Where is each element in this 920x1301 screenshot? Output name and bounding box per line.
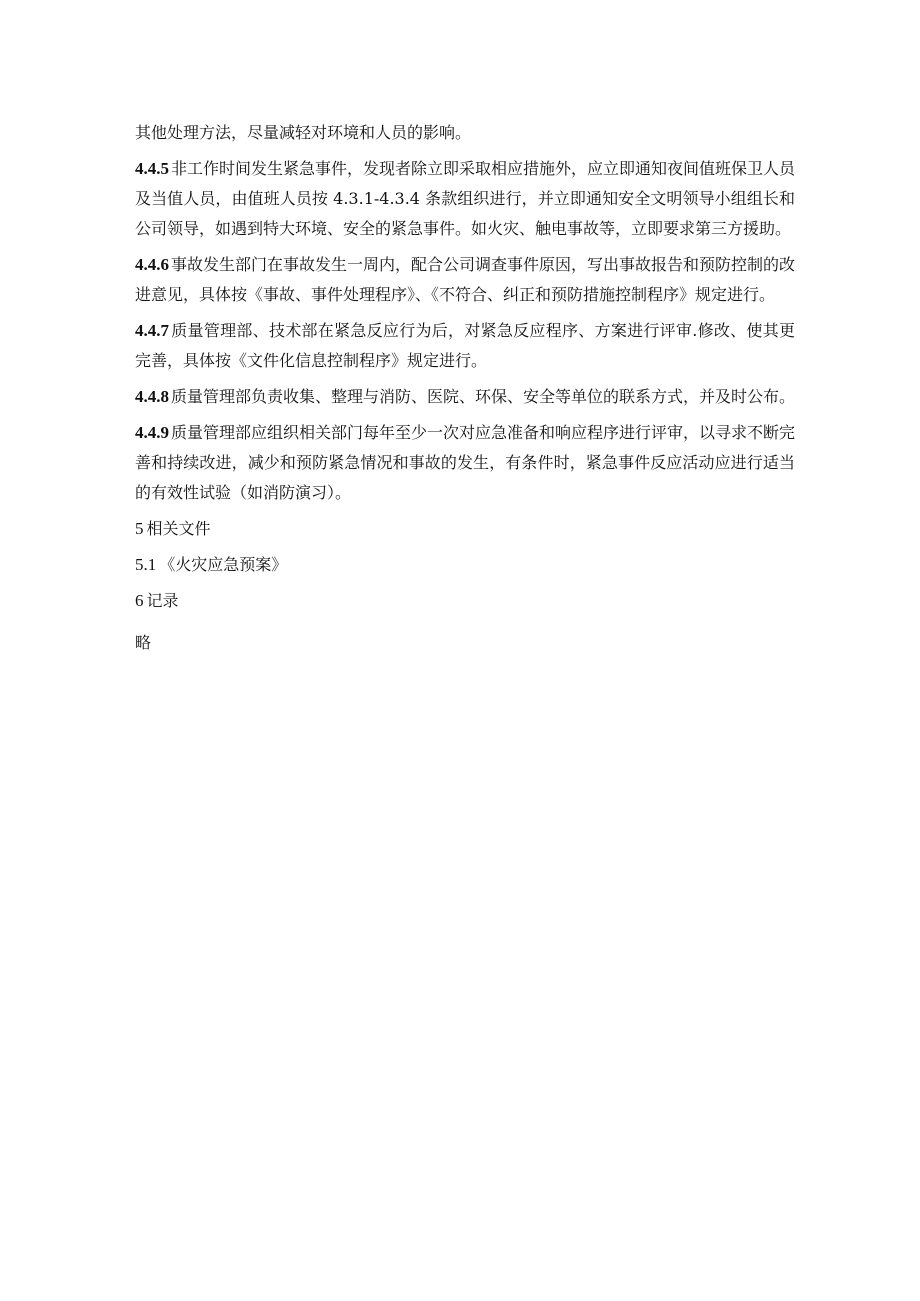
document-page bbox=[135, 118, 795, 658]
section-heading-related-documents bbox=[135, 514, 795, 544]
clause-number: 4.4.8 bbox=[135, 387, 169, 406]
paragraph-text: 非工作时间发生紧急事件，发现者除立即采取相应措施外，应立即通知夜间值班保卫人员及当值人员，由值班人员按 4.3.1-4.3.4 条款组织进行，并立即通知安全文明领导小组组长和公司领导，如遇到特大环境、安全的紧急事件。如火灾、触电事故等，立即要求第三方援助。 bbox=[135, 159, 796, 238]
section-number: 5 bbox=[135, 519, 144, 538]
section-title: 《火灾应急预案》 bbox=[159, 555, 288, 574]
clause-number: 4.4.5 bbox=[135, 159, 169, 178]
section-heading-fire-plan bbox=[135, 550, 795, 580]
records-note: 略 bbox=[135, 633, 152, 652]
section-number: 6 bbox=[135, 591, 144, 610]
section-heading-records bbox=[135, 586, 795, 616]
paragraph-intro bbox=[135, 118, 795, 148]
paragraph-text: 质量管理部应组织相关部门每年至少一次对应急准备和响应程序进行评审，以寻求不断完善和持续改进，减少和预防紧急情况和事故的发生，有条件时，紧急事件反应活动应进行适当的有效性试验（如消防演习）。 bbox=[135, 423, 796, 502]
paragraph-text: 质量管理部负责收集、整理与消防、医院、环保、安全等单位的联系方式，并及时公布。 bbox=[171, 387, 796, 406]
paragraph-4-4-8 bbox=[135, 382, 795, 412]
paragraph-4-4-6 bbox=[135, 250, 795, 310]
clause-number: 4.4.9 bbox=[135, 423, 169, 442]
clause-number: 4.4.6 bbox=[135, 255, 169, 274]
paragraph-4-4-7 bbox=[135, 316, 795, 376]
paragraph-4-4-9 bbox=[135, 418, 795, 508]
clause-number: 4.4.7 bbox=[135, 321, 169, 340]
section-title: 记录 bbox=[146, 591, 179, 610]
section-title: 相关文件 bbox=[146, 519, 211, 538]
paragraph-text: 事故发生部门在事故发生一周内，配合公司调查事件原因，写出事故报告和预防控制的改进意见，具体按《事故、事件处理程序》、《不符合、纠正和预防措施控制程序》规定进行。 bbox=[135, 255, 796, 304]
paragraph-text: 质量管理部、技术部在紧急反应行为后，对紧急反应程序、方案进行评审.修改、使其更完善，具体按《文件化信息控制程序》规定进行。 bbox=[135, 321, 795, 370]
paragraph-4-4-5 bbox=[135, 154, 795, 244]
section-number: 5.1 bbox=[135, 555, 157, 574]
paragraph-text: 其他处理方法，尽量减轻对环境和人员的影响。 bbox=[135, 123, 472, 142]
